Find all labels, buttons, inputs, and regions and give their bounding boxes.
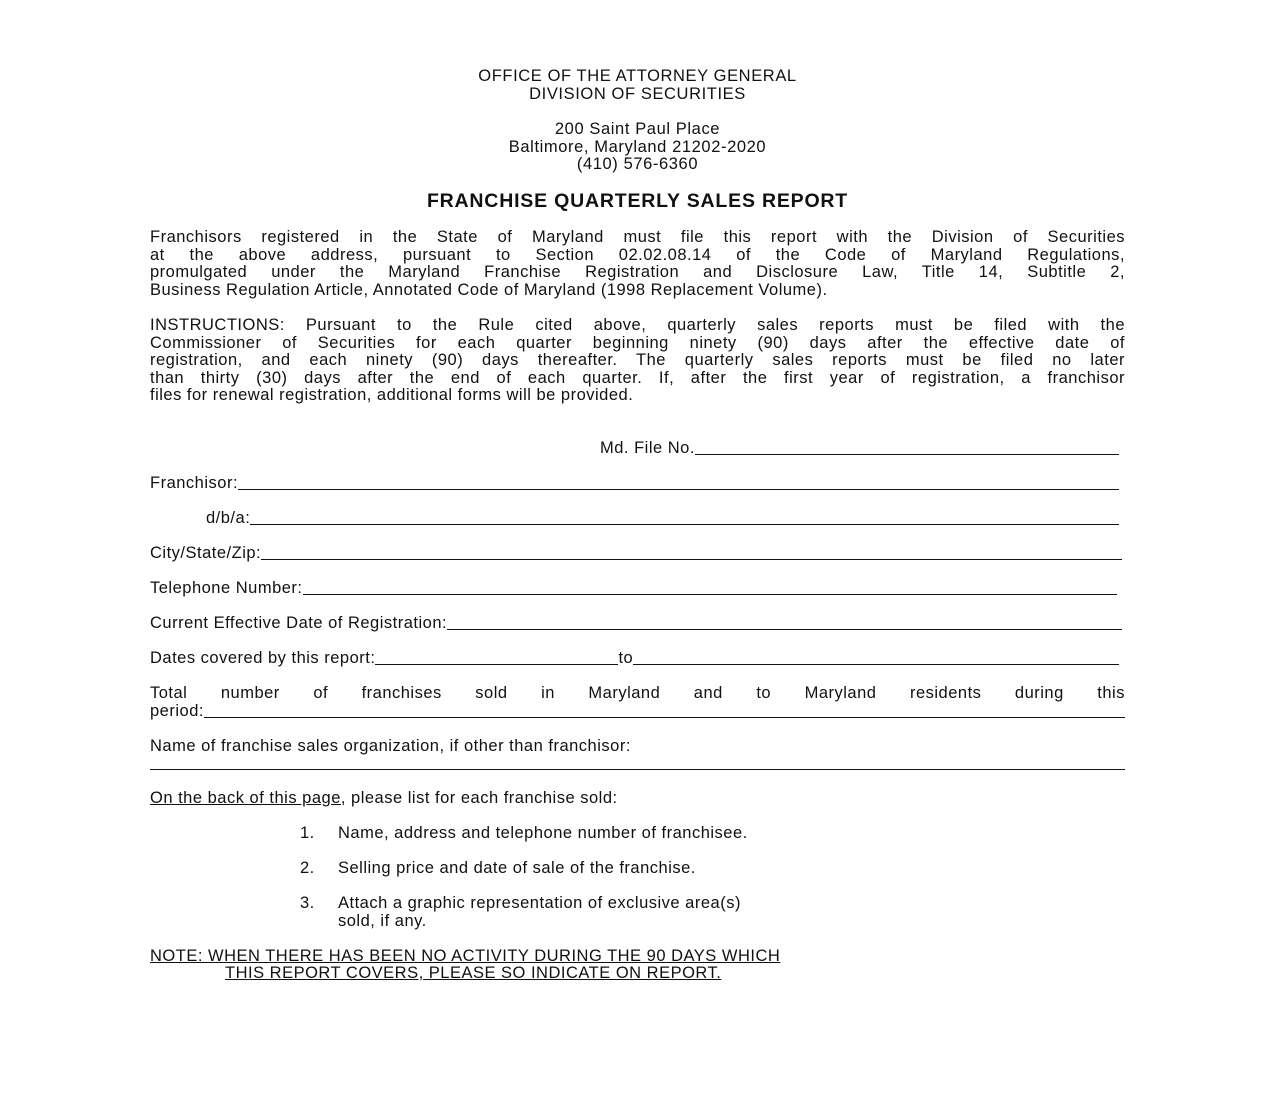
dba-input[interactable] [250, 510, 1119, 525]
total-word: Maryland [588, 684, 661, 702]
instructions-line: files for renewal registration, additional forms will be provided. [150, 386, 634, 405]
effective-date-input[interactable] [447, 615, 1122, 630]
file-no-field [600, 439, 1119, 457]
total-word: in [541, 684, 555, 702]
total-word: and [693, 684, 723, 702]
back-page-instruction [150, 789, 618, 807]
effective-date-field [150, 614, 1122, 632]
dates-to-label: to [618, 649, 634, 667]
intro-paragraph [150, 229, 1125, 299]
effective-date-label: Current Effective Date of Registration: [150, 614, 448, 632]
total-franchises-label [150, 684, 1125, 702]
franchisor-label: Franchisor: [150, 474, 239, 492]
total-word: to [756, 684, 772, 702]
address-street: 200 Saint Paul Place [554, 120, 721, 138]
intro-line: at the above address, pursuant to Section 02.02.08.14 of the Code of Maryland Regulations, [150, 245, 1125, 264]
office-phone: (410) 576-6360 [576, 155, 699, 173]
telephone-field [150, 579, 1117, 597]
total-word: this [1097, 684, 1125, 702]
instructions-line: Commissioner of Securities for each quarter beginning ninety (90) days after the effective date of [150, 333, 1125, 352]
franchisor-input[interactable] [238, 475, 1119, 490]
city-state-zip-input[interactable] [261, 545, 1122, 560]
intro-line: promulgated under the Maryland Franchise Registration and Disclosure Law, Title 14, Subtitle 2, [150, 263, 1125, 282]
intro-line: Business Regulation Article, Annotated Code of Maryland (1998 Replacement Volume). [150, 280, 828, 299]
total-word: sold [475, 684, 508, 702]
dba-field [206, 509, 1119, 527]
total-word: residents [909, 684, 982, 702]
back-page-text: , please list for each franchise sold: [340, 789, 618, 807]
city-state-zip-label: City/State/Zip: [150, 544, 262, 562]
total-franchises-input[interactable] [204, 703, 1125, 718]
back-page-link: On the back of this page [150, 789, 341, 807]
note-line-2: THIS REPORT COVERS, PLEASE SO INDICATE ON REPORT. [225, 964, 722, 982]
period-field [150, 702, 1125, 720]
list-item-text: Selling price and date of sale of the franchise. [338, 859, 696, 877]
file-no-input[interactable] [695, 440, 1119, 455]
address-city: Baltimore, Maryland 21202-2020 [508, 138, 767, 156]
division-heading: DIVISION OF SECURITIES [529, 85, 746, 103]
instructions-paragraph [150, 317, 1125, 405]
city-state-zip-field [150, 544, 1122, 562]
instructions-line: INSTRUCTIONS: Pursuant to the Rule cited above, quarterly sales reports must be filed with the [150, 316, 1125, 334]
telephone-input[interactable] [303, 580, 1117, 595]
instructions-line: registration, and each ninety (90) days thereafter. The quarterly sales reports must be filed no later [150, 351, 1125, 370]
period-label: period: [150, 702, 204, 720]
franchisor-field [150, 474, 1119, 492]
instructions-line: than thirty (30) days after the end of each quarter. If, after the first year of registration, a franchisor [150, 368, 1125, 387]
dba-label: d/b/a: [206, 509, 251, 527]
dates-covered-label: Dates covered by this report: [150, 649, 376, 667]
dates-to-input[interactable] [633, 650, 1119, 665]
total-word: Total [150, 684, 188, 702]
sales-org-input[interactable] [150, 769, 1125, 770]
list-item-text: sold, if any. [338, 912, 427, 930]
list-item-text: Name, address and telephone number of franchisee. [338, 824, 748, 842]
telephone-label: Telephone Number: [150, 579, 303, 597]
dates-covered-field [150, 649, 1119, 667]
file-no-label: Md. File No. [600, 439, 695, 457]
list-item-number: 2. [300, 859, 315, 877]
total-word: number [220, 684, 280, 702]
note-line-1: NOTE: WHEN THERE HAS BEEN NO ACTIVITY DURING THE 90 DAYS WHICH [150, 947, 781, 965]
total-word: during [1014, 684, 1064, 702]
list-item-number: 3. [300, 894, 315, 912]
list-item-number: 1. [300, 824, 315, 842]
total-word: franchises [361, 684, 442, 702]
sales-org-label: Name of franchise sales organization, if other than franchisor: [150, 737, 631, 755]
intro-line: Franchisors registered in the State of Maryland must file this report with the Division of Securities [150, 228, 1125, 246]
total-word: Maryland [804, 684, 877, 702]
office-heading: OFFICE OF THE ATTORNEY GENERAL [478, 67, 797, 85]
total-word: of [313, 684, 329, 702]
form-title: FRANCHISE QUARTERLY SALES REPORT [426, 190, 849, 212]
list-item-text: Attach a graphic representation of exclusive area(s) [338, 894, 741, 912]
dates-from-input[interactable] [375, 650, 618, 665]
